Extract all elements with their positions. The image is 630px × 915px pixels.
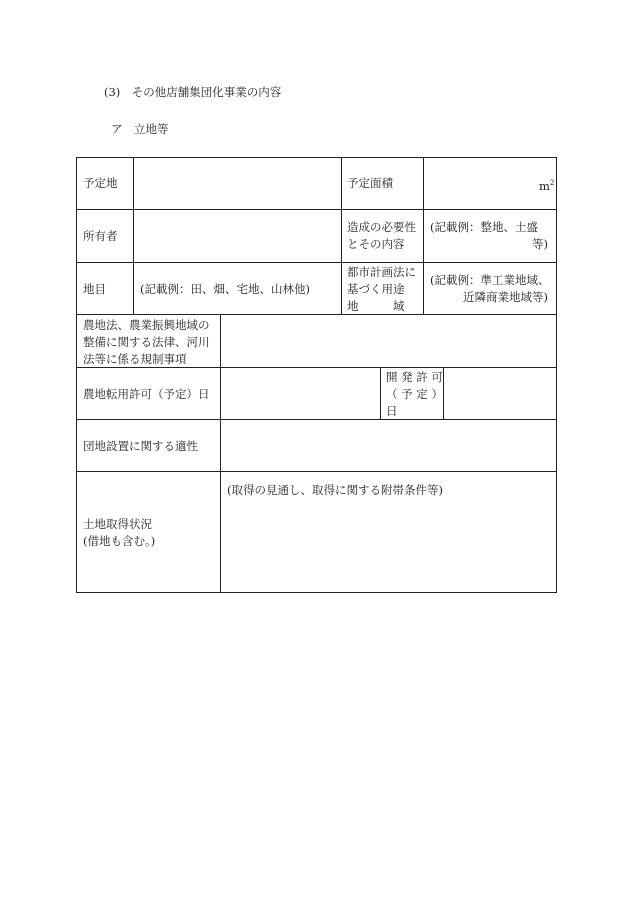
zoning-label: 都市計画法に 基づく用途 地 域 [347, 265, 416, 313]
table-line [443, 367, 444, 420]
table-line [556, 157, 557, 593]
table-line [76, 209, 556, 210]
table-line [341, 157, 342, 315]
acquisition-note: (取得の見通し、取得に関する附帯条件等) [227, 483, 443, 497]
table-line [76, 314, 556, 315]
planned-site-label: 予定地 [83, 176, 118, 190]
planned-area-label: 予定面積 [347, 176, 393, 190]
necessity-example-line-2: 等) [532, 237, 548, 251]
table-line [380, 367, 381, 420]
regulations-label: 農地法、農業振興地域の 整備に関する法律、河川 法等に係る規制事項 [83, 318, 210, 366]
table-line [76, 419, 556, 420]
farmland-conversion-label: 農地転用許可（予定）日 [83, 387, 210, 401]
zoning-example-line-1: (記載例：準工業地域、 [430, 273, 550, 287]
subsection-heading: ア 立地等 [111, 122, 169, 136]
land-category-label: 地目 [83, 282, 106, 296]
necessity-example-line-1: (記載例：整地、土盛 [430, 220, 538, 234]
land-category-example: (記載例：田、畑、宅地、山林他) [140, 282, 310, 296]
area-unit: $m^2$ [539, 178, 555, 193]
suitability-label: 団地設置に関する適性 [83, 439, 198, 453]
table-line [423, 157, 424, 315]
table-line [76, 471, 556, 472]
table-line [76, 262, 556, 263]
owner-label: 所有者 [83, 229, 118, 243]
section-heading: (3) その他店舗集団化事業の内容 [104, 85, 282, 99]
table-line [76, 157, 77, 593]
acquisition-label: 土地取得状況 (借地も含む。) [83, 517, 156, 548]
table-line [220, 314, 221, 593]
development-permit-label: 開 発 許 可 （ 予 定 ） 日 [386, 370, 443, 418]
table-line [76, 157, 556, 158]
necessity-label: 造成の必要性 とその内容 [347, 220, 416, 251]
table-line [133, 157, 134, 315]
table-line [76, 592, 557, 593]
zoning-example-line-2: 近隣商業地域等) [463, 290, 548, 304]
